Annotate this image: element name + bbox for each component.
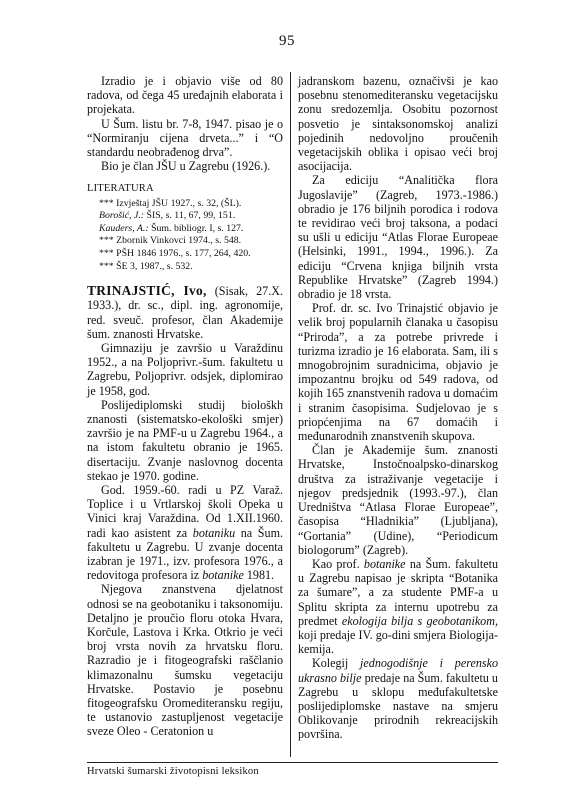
intro-paragraph-1: Izradio je i objavio više od 80 radova, od čega 45 uređajnih elaborata i projekata. [87,74,283,117]
literature-item: Kauders, A.: Šum. bibliogr. I, s. 127. [99,222,244,234]
right-paragraph-5: Kao prof. botanike na Šum. fakultetu u Zagrebu napisao je skripta “Botanika za šumare”, a za studente PMF-a u Splitu skripta za internu upotrebu za predmet ekologija bilja s geobotanikom, koji predaje IV. go-dini smjera Biologija-kemija. [298,556,498,657]
column-divider [290,72,291,757]
entry-paragraph-3: God. 1959.-60. radi u PZ Varaž. Toplice i u Vrtlarskoj školi Opeka u Vinici kraj Varaždina. Od 1.XII.1960. radi kao asistent za botaniku na Šum. fakultetu u Zagrebu. U zvanje docenta izabran je 1971., izv. profesora 1976., a redovitoga profesora iz botanike 1981. [87,483,283,583]
right-paragraph-2: Za ediciju “Analitička flora Jugoslavije” (Zagreb, 1973.-1986.) obradio je 176 biljnih porodica i rodova te revidirao veći broj taksona, a podaci su ušli u ediciju “Atlas Florae Europeae (Helsinki, 1991., 1994., 1996.). Za ediciju “Crvena knjiga biljnih vrsta Republike Hrvatske” (Zagreb 1994.) obradio je 18 vrsta. [298,173,498,302]
entry-paragraph-2: Poslijediplomski studij biološkh znanosti (sistematsko-ekološki smjer) završio je na PMF-u u Zagrebu 1964., a na istom fakultetu obranio je 1965. disertaciju. Zvanje naslovnog docenta stekao je 1970. godine. [87,397,283,483]
page-number: 95 [279,33,295,49]
footer-title: Hrvatski šumarski životopisni leksikon [87,766,259,777]
entry-paragraph-4: Njegova znanstvena djelatnost odnosi se na geobotaniku i taksonomiju. Detaljno je proučio floru otoka Hvara, Korčule, Lastova i Krka. Otkrio je veći broj vrsta novih za hrvatsku floru. Razradio je i fitogeografski raščlanio klimazonalnu šumsku vegetaciju Hrvatske. Postavio je posebnu fitogeografsku Oromediteransku regiju, te ustanovio zastupljenost vegetacije sveze Oleo - Ceratonion u [87,582,283,739]
literature-item: Borošić, J.: ŠIS, s. 11, 67, 99, 151. [99,210,236,222]
entry-intro: (Sisak, 27.X. 1933.), dr. sc., dipl. ing. agronomije, red. sveuč. profesor, član Akademije šum. znanosti Hrvatske. [87,284,283,341]
intro-paragraph-2: U Šum. listu br. 7-8, 1947. pisao je o “Normiranju cijena drveta...” i “O standardu neobrađenog drva”. [87,116,283,160]
footer-rule [87,762,498,763]
literature-title: LITERATURA [87,183,154,195]
entry-name: TRINAJSTIĆ, Ivo, [87,283,207,299]
right-paragraph-6: Kolegij jednogodišnje i perensko ukrasno bilje predaje na Šum. fakultetu u Zagrebu u sklopu međufakultetske poslijediplomske nastave na smjeru Oblikovanje prirodnih rekreacijskih površina. [298,656,498,742]
literature-item: *** PŠH 1846 1976., s. 177, 264, 420. [99,248,251,259]
right-paragraph-3: Prof. dr. sc. Ivo Trinajstić objavio je velik broj popularnih članaka u časopisu “Priroda”, a za potrebe privrede i turizma izradio je 16 elaborata. Sam, ili s mnogobrojnim suradnicima, objavio je impozantnu brojku od 549 radova, od kojih 165 znanstvenih radova u domaćim i stranim časopisima. Sudjelovao je s priopćenjima na 67 domaćih i međunarodnih znanstvenih skupova. [298,301,498,444]
right-paragraph-4: Član je Akademije šum. znanosti Hrvatske, Instočnoalpsko-dinarskog društva za istraživanje vegetacije i njegov predsjednik (1993.-97.), član Uredništva “Atlasa Florae Europeae”, časopisa “Hladnikia” (Ljubljana), “Gortania” (Udine), “Periodicum biologorum” (Zagreb). [298,443,498,557]
left-column [87,74,283,739]
literature-item: *** ŠE 3, 1987., s. 532. [99,260,193,272]
entry-paragraph-1: Gimnaziju je završio u Varaždinu 1952., a na Poljoprivr.-šum. fakultetu u Zagrebu, Poljoprivr. odsjek, diplomirao je 1958, god. [87,341,283,398]
intro-paragraph-3: Bio je član JŠU u Zagrebu (1926.). [101,159,271,174]
right-paragraph-1: jadranskom bazenu, označivši je kao posebnu stenomediteransku vegetacijsku zonu sredozemlja. Osobitu pozornost posvetio je sintaksonomskoj analizi pojedinih nedovoljno proučenih vegetacijskih oblika i opisao veći broj asocijacija. [298,74,498,174]
entry-heading [87,284,283,341]
right-column [298,74,498,742]
literature-item: *** Zbornik Vinkovci 1974., s. 548. [99,235,242,247]
literature-item: *** Izvještaj JŠU 1927., s. 32, (ŠL). [99,197,242,209]
